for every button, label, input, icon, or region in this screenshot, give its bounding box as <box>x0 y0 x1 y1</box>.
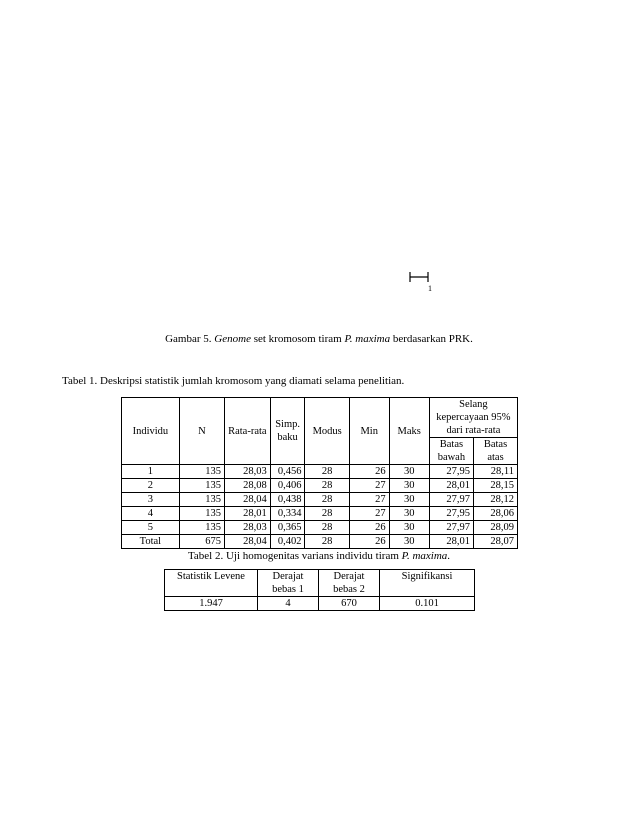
table1 <box>121 397 518 549</box>
cell-n: 135 <box>179 521 224 535</box>
scale-bar-label: 1 <box>428 284 432 293</box>
cell-n: 135 <box>179 493 224 507</box>
cell-rata-rata: 28,04 <box>224 535 270 549</box>
cell-rata-rata: 28,08 <box>224 479 270 493</box>
col-header-simp-baku: Simp. baku <box>270 398 305 465</box>
cell-batas-atas: 28,11 <box>474 465 518 479</box>
table2 <box>164 569 475 611</box>
cell-levene: 1.947 <box>165 597 258 611</box>
figure-caption <box>0 333 638 345</box>
cell-individu: 4 <box>122 507 180 521</box>
cell-individu: 3 <box>122 493 180 507</box>
cell-modus: 28 <box>305 507 349 521</box>
figure-caption-species: P. maxima <box>344 333 391 345</box>
col-header-signifikansi: Signifikansi <box>380 570 475 597</box>
table-row <box>122 507 518 521</box>
col-header-db2: Derajat bebas 2 <box>319 570 380 597</box>
cell-maks: 30 <box>389 507 429 521</box>
table2-caption-species: P. maxima <box>401 550 448 562</box>
table2-caption-prefix: Tabel 2. Uji homogenitas varians individu tiram <box>187 550 399 562</box>
cell-simp-baku: 0,365 <box>270 521 305 535</box>
col-header-selang: Selang kepercayaan 95% dari rata-rata <box>429 398 517 438</box>
cell-min: 26 <box>349 535 389 549</box>
cell-min: 26 <box>349 465 389 479</box>
cell-maks: 30 <box>389 479 429 493</box>
cell-individu: 5 <box>122 521 180 535</box>
col-header-individu: Individu <box>122 398 180 465</box>
cell-maks: 30 <box>389 465 429 479</box>
cell-n: 135 <box>179 465 224 479</box>
cell-maks: 30 <box>389 493 429 507</box>
scale-bar <box>409 272 429 282</box>
cell-simp-baku: 0,406 <box>270 479 305 493</box>
cell-individu: 2 <box>122 479 180 493</box>
cell-batas-bawah: 27,95 <box>429 507 473 521</box>
cell-individu: 1 <box>122 465 180 479</box>
table2-caption-suffix: . <box>447 550 451 562</box>
cell-min: 27 <box>349 479 389 493</box>
cell-modus: 28 <box>305 521 349 535</box>
figure-caption-suffix: berdasarkan PRK. <box>392 333 473 345</box>
table-row <box>122 493 518 507</box>
col-header-batas-atas: Batas atas <box>474 438 518 465</box>
cell-simp-baku: 0,438 <box>270 493 305 507</box>
cell-rata-rata: 28,03 <box>224 521 270 535</box>
figure-caption-genome: Genome <box>214 333 251 345</box>
cell-batas-bawah: 27,95 <box>429 465 473 479</box>
cell-batas-bawah: 28,01 <box>429 535 473 549</box>
cell-batas-atas: 28,15 <box>474 479 518 493</box>
cell-db2: 670 <box>319 597 380 611</box>
cell-modus: 28 <box>305 465 349 479</box>
cell-batas-bawah: 27,97 <box>429 521 473 535</box>
cell-batas-atas: 28,09 <box>474 521 518 535</box>
cell-min: 26 <box>349 521 389 535</box>
cell-modus: 28 <box>305 479 349 493</box>
cell-n: 675 <box>179 535 224 549</box>
table1-caption: Tabel 1. Deskripsi statistik jumlah kromosom yang diamati selama penelitian. <box>62 375 405 387</box>
table-row <box>122 465 518 479</box>
table-row <box>122 521 518 535</box>
cell-rata-rata: 28,04 <box>224 493 270 507</box>
figure-caption-prefix: Gambar 5. <box>165 333 212 345</box>
cell-rata-rata: 28,01 <box>224 507 270 521</box>
cell-maks: 30 <box>389 535 429 549</box>
table-row <box>165 597 475 611</box>
cell-simp-baku: 0,402 <box>270 535 305 549</box>
table-row <box>122 479 518 493</box>
figure-caption-mid: set kromosom tiram <box>253 333 342 345</box>
cell-individu: Total <box>122 535 180 549</box>
table-row-total <box>122 535 518 549</box>
cell-n: 135 <box>179 507 224 521</box>
col-header-batas-bawah: Batas bawah <box>429 438 473 465</box>
cell-batas-bawah: 28,01 <box>429 479 473 493</box>
col-header-min: Min <box>349 398 389 465</box>
cell-batas-atas: 28,07 <box>474 535 518 549</box>
cell-min: 27 <box>349 507 389 521</box>
cell-db1: 4 <box>258 597 319 611</box>
col-header-levene: Statistik Levene <box>165 570 258 597</box>
cell-batas-atas: 28,12 <box>474 493 518 507</box>
cell-simp-baku: 0,334 <box>270 507 305 521</box>
cell-batas-atas: 28,06 <box>474 507 518 521</box>
col-header-maks: Maks <box>389 398 429 465</box>
col-header-db1: Derajat bebas 1 <box>258 570 319 597</box>
cell-min: 27 <box>349 493 389 507</box>
cell-rata-rata: 28,03 <box>224 465 270 479</box>
col-header-rata-rata: Rata-rata <box>224 398 270 465</box>
cell-simp-baku: 0,456 <box>270 465 305 479</box>
cell-modus: 28 <box>305 535 349 549</box>
col-header-n: N <box>179 398 224 465</box>
cell-signifikansi: 0.101 <box>380 597 475 611</box>
cell-modus: 28 <box>305 493 349 507</box>
col-header-modus: Modus <box>305 398 349 465</box>
cell-n: 135 <box>179 479 224 493</box>
table2-caption <box>0 550 638 562</box>
cell-batas-bawah: 27,97 <box>429 493 473 507</box>
cell-maks: 30 <box>389 521 429 535</box>
